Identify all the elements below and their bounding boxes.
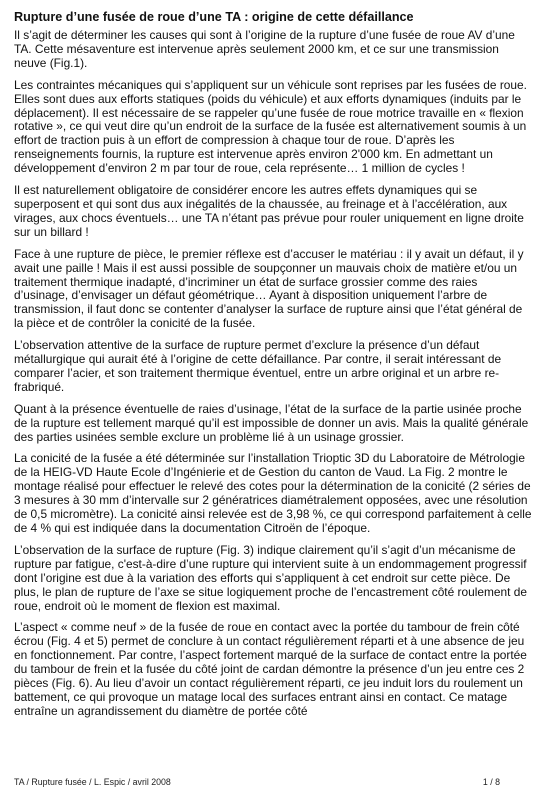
paragraph-contact-aspect: L’aspect « comme neuf » de la fusée de roue en contact avec la portée du tambour de frein côté écrou (Fig. 4 et 5) permet de conclure à un contact régulièrement réparti et à une absence de jeu en fonctionnement. Par contre, l’aspect fortement marqué de la surface de contact entre la portée du tambour de frein et la fusée du côté joint de cardan démontre la présence d’un jeu entre ces 2 pièces (Fig. 6). Au lieu d’avoir un contact régulièrement réparti, ce jeu induit lors du roulement un battement, ce qui provoque un matage local des surfaces entrant ainsi en contact. Ce matage entraîne un agrandissement du diamètre de portée côté (14, 620, 527, 718)
page-number: 1 / 8 (482, 777, 500, 787)
page-footer (14, 777, 500, 788)
footer-doc-info: TA / Rupture fusée / L. Espic / avril 2008 (14, 777, 171, 787)
paragraph-conicity: La conicité de la fusée a été déterminée sur l’installation Trioptic 3D du Laboratoire de Métrologie de la HEIG-VD Haute Ecole d’Ingénierie et de Gestion du canton de Vaud. La Fig. 2 montre le montage réalisé pour effectuer le relevé des cotes pour la détermination de la conicité (2 séries de 3 mesures à 30 mm d’intervalle sur 2 génératrices diamétralement opposées, avec une résolution de 0,5 micromètre). La conicité ainsi relevée est de 3,98 %, ce qui correspond parfaitement à celle de 4 % qui est indiquée dans la documentation Citroën de l’époque. (14, 451, 532, 535)
document-title: Rupture d’une fusée de roue d’une TA : origine de cette défaillance (14, 10, 414, 24)
paragraph-dynamic-effects: Il est naturellement obligatoire de considérer encore les autres effets dynamiques qui se superposent et qui sont dus aux inégalités de la chaussée, au freinage et à l’accélération, aux virages, aux chocs éventuels… une TA n’étant pas prévue pour rouler uniquement en ligne droite sur un billard ! (14, 183, 524, 239)
paragraph-fracture-observation: L’observation attentive de la surface de rupture permet d’exclure la présence d’un défaut métallurgique qui aurait été à l’origine de cette défaillance. Par contre, il serait intéressant de comparer l’acier, et son traitement thermique éventuel, entre un arbre original et un arbre re-frabriqué. (14, 338, 502, 394)
paragraph-intro: Il s’agit de déterminer les causes qui sont à l’origine de la rupture d’une fusée de roue AV d’une TA. Cette mésaventure est intervenue après seulement 2000 km, et ce sur une transmission neuve (Fig.1). (14, 28, 515, 70)
paragraph-machining-marks: Quant à la présence éventuelle de raies d’usinage, l’état de la surface de la partie usinée proche de la rupture est tellement marqué qu’il est impossible de donner un avis. Mais la qualité générale des parties usinées semble exclure un problème lié à un usinage grossier. (14, 401, 529, 444)
paragraph-mechanical-stress: Les contraintes mécaniques qui s’appliquent sur un véhicule sont reprises par les fusées de roue. Elles sont dues aux efforts statiques (poids du véhicule) et aux efforts dynamiques (induits par le déplacement). Il est nécessaire de se rappeler qu’une fusée de roue motrice travaille en « flexion rotative », ce qui veut dire qu’un endroit de la surface de la fusée est alternativement soumis à un effort de traction puis à un effort de compression à chaque tour de roue. D’après les renseignements fournis, la rupture est intervenue après environ 2'000 km. En admettant un développement d’environ 2 m par tour de roue, cela représente… 1 million de cycles ! (14, 77, 527, 176)
paragraph-fatigue: L’observation de la surface de rupture (Fig. 3) indique clairement qu’il s’agit d’un mécanisme de rupture par fatigue, c'est-à-dire d’une rupture qui intervient suite à un endommagement progressif dont l’origine est due à la variation des efforts qui s’appliquent à cet endroit sur cette pièce. De plus, le plan de rupture de l’axe se situe logiquement proche de l’encastrement côté roulement de roue, endroit où le moment de flexion est maximal. (14, 542, 527, 613)
paragraph-material-suspicion: Face à une rupture de pièce, le premier réflexe est d’accuser le matériau : il y avait un défaut, il y avait une paille ! Mais il est aussi possible de soupçonner un mauvais choix de matière et/ou un traitement thermique inadapté, d’incriminer un état de surface grossier comme des raies d’usinage, d’envisager un défaut géométrique… Ayant à disposition uniquement l’arbre de transmission, il faut donc se contenter d’analyser la surface de rupture ainsi que l’état général de la pièce et de contrôler la conicité de la fusée. (14, 246, 524, 331)
